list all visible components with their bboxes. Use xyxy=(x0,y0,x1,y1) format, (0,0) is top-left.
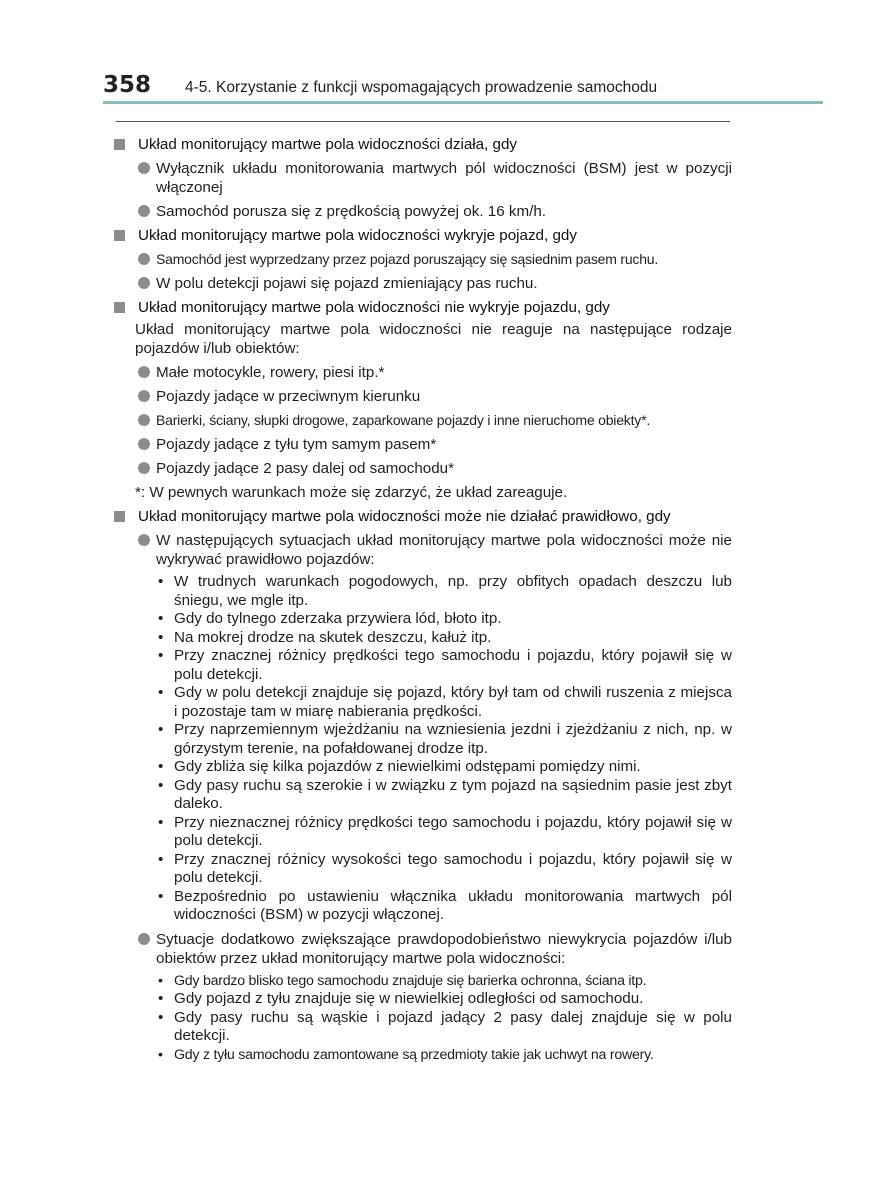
dot-bullet-icon: • xyxy=(158,573,164,590)
sub-list-item xyxy=(114,1009,732,1046)
list-item-text: Sytuacje dodatkowo zwiększające prawdopodobieństwo niewykrycia pojazdów i/lub obiektów przez układ monitorujący martwe pola widoczności: xyxy=(156,930,732,967)
dot-bullet-icon: • xyxy=(158,1008,164,1026)
section-title xyxy=(114,298,732,317)
circle-bullet-icon xyxy=(138,162,150,174)
section-title xyxy=(114,507,732,526)
section-bsm-not-detects xyxy=(114,298,732,502)
page-number: 358 xyxy=(103,72,152,98)
circle-bullet-icon xyxy=(138,390,150,402)
content-divider xyxy=(116,121,730,122)
list-item xyxy=(114,159,732,197)
list-item-text: Pojazdy jadące 2 pasy dalej od samochodu* xyxy=(156,460,455,477)
sub-list-item xyxy=(114,1046,732,1065)
list-item-text: Pojazdy jadące z tyłu tym samym pasem* xyxy=(156,436,437,453)
list-item xyxy=(114,274,732,293)
square-bullet-icon xyxy=(114,511,125,522)
section-intro: Układ monitorujący martwe pola widoczności nie reaguje na następujące rodzaje pojazdów i/lub obiektów: xyxy=(135,321,732,357)
circle-bullet-icon xyxy=(138,414,150,426)
circle-bullet-icon xyxy=(138,534,150,546)
sub-list-item-text: Gdy pojazd z tyłu znajduje się w niewielkiej odległości od samochodu. xyxy=(174,990,644,1007)
section-title xyxy=(114,135,732,154)
sub-list-item-text: Bezpośrednio po ustawieniu włącznika układu monitorowania martwych pól widoczności (BSM) w pozycji włączonej. xyxy=(174,887,732,923)
page-content xyxy=(114,130,732,1066)
list-item-text: Samochód jest wyprzedzany przez pojazd poruszający się sąsiednim pasem ruchu. xyxy=(156,251,659,267)
list-item-text: Małe motocykle, rowery, piesi itp.* xyxy=(156,364,385,381)
circle-bullet-icon xyxy=(138,253,150,265)
sub-list-item xyxy=(114,573,732,610)
section-bsm-may-malfunction xyxy=(114,507,732,1064)
circle-bullet-icon xyxy=(138,205,150,217)
sub-list-item-text: Przy znacznej różnicy prędkości tego samochodu i pojazdu, który pojawił się w polu detekcji. xyxy=(174,647,732,683)
dot-bullet-icon: • xyxy=(158,1046,163,1063)
dot-bullet-icon: • xyxy=(158,850,164,868)
list-item xyxy=(114,435,732,454)
list-item-text: Pojazdy jadące w przeciwnym kierunku xyxy=(156,388,421,405)
list-item-text: Samochód porusza się z prędkością powyżej ok. 16 km/h. xyxy=(156,203,547,220)
header-divider xyxy=(103,101,823,104)
dot-bullet-icon: • xyxy=(158,610,164,627)
sub-list-item-text: Przy znacznej różnicy wysokości tego samochodu i pojazdu, który pojawił się w polu detekcji. xyxy=(174,850,732,886)
list-item xyxy=(114,930,732,968)
section-title-text: Układ monitorujący martwe pola widoczności nie wykryje pojazdu, gdy xyxy=(138,299,610,316)
list-item-text: W następujących sytuacjach układ monitorujący martwe pola widoczności może nie wykrywać prawidłowo pojazdów: xyxy=(156,532,732,568)
dot-bullet-icon: • xyxy=(158,972,163,989)
sub-list-item-text: Gdy do tylnego zderzaka przywiera lód, błoto itp. xyxy=(174,610,502,627)
footnote: *: W pewnych warunkach może się zdarzyć, że układ zareaguje. xyxy=(135,484,568,501)
sub-list-item-text: Gdy zbliża się kilka pojazdów z niewielkimi odstępami pomiędzy nimi. xyxy=(174,758,641,775)
square-bullet-icon xyxy=(114,139,125,150)
sub-list-item xyxy=(114,629,732,648)
list-item xyxy=(114,459,732,478)
sub-list-item-text: Przy nieznacznej różnicy prędkości tego samochodu i pojazdu, który pojawił się w polu detekcji. xyxy=(174,813,732,849)
list-item xyxy=(114,202,732,221)
chapter-title: 4-5. Korzystanie z funkcji wspomagających prowadzenie samochodu xyxy=(185,79,658,96)
page-header xyxy=(103,72,823,104)
sub-list-item-text: Przy naprzemiennym wjeżdżaniu na wzniesienia jezdni i zjeżdżaniu z nich, np. w górzystym terenie, na pofałdowanej drodze itp. xyxy=(174,721,732,757)
list-item xyxy=(114,411,732,430)
circle-bullet-icon xyxy=(138,462,150,474)
section-title xyxy=(114,226,732,245)
sub-list-item-text: Gdy w polu detekcji znajduje się pojazd, który był tam od chwili ruszenia z miejsca i pozostaje tam w miarę nabierania prędkości. xyxy=(174,684,732,720)
dot-bullet-icon: • xyxy=(158,721,164,738)
sub-list-item xyxy=(114,777,732,814)
section-title-text: Układ monitorujący martwe pola widoczności wykryje pojazd, gdy xyxy=(138,227,577,244)
square-bullet-icon xyxy=(114,302,125,313)
circle-bullet-icon xyxy=(138,438,150,450)
sub-list-item xyxy=(114,990,732,1009)
sub-list xyxy=(114,573,732,925)
circle-bullet-icon xyxy=(138,277,150,289)
sub-list-item xyxy=(114,758,732,777)
sub-list-item-text: Gdy pasy ruchu są szerokie i w związku z tym pojazd na sąsiednim pasie jest zbyt daleko. xyxy=(174,776,732,812)
sub-list-item-text: Gdy z tyłu samochodu zamontowane są przedmioty takie jak uchwyt na rowery. xyxy=(174,1046,654,1063)
circle-bullet-icon xyxy=(138,933,150,945)
dot-bullet-icon: • xyxy=(158,628,164,646)
sub-list-item-text: Gdy pasy ruchu są wąskie i pojazd jadący 2 pasy dalej znajduje się w polu detekcji. xyxy=(174,1008,732,1044)
sub-list-item xyxy=(114,721,732,758)
dot-bullet-icon: • xyxy=(158,776,164,794)
dot-bullet-icon: • xyxy=(158,684,164,701)
dot-bullet-icon: • xyxy=(158,887,164,905)
dot-bullet-icon: • xyxy=(158,813,164,831)
sub-list-item xyxy=(114,814,732,851)
list-item-text: W polu detekcji pojawi się pojazd zmieniający pas ruchu. xyxy=(156,275,538,292)
sub-list-item-text: W trudnych warunkach pogodowych, np. przy obfitych opadach deszczu lub śniegu, we mgle itp. xyxy=(174,573,732,609)
list-item-text: Wyłącznik układu monitorowania martwych pól widoczności (BSM) jest w pozycji włączonej xyxy=(156,160,732,196)
dot-bullet-icon: • xyxy=(158,647,164,664)
sub-list-item xyxy=(114,851,732,888)
sub-list-item-text: Na mokrej drodze na skutek deszczu, kałuż itp. xyxy=(174,628,492,646)
sub-list-item xyxy=(114,610,732,629)
list-item xyxy=(114,531,732,569)
list-item xyxy=(114,250,732,269)
list-item xyxy=(114,387,732,406)
sub-list-item xyxy=(114,684,732,721)
sub-list-item xyxy=(114,972,732,991)
dot-bullet-icon: • xyxy=(158,758,164,775)
sub-list xyxy=(114,972,732,1065)
square-bullet-icon xyxy=(114,230,125,241)
section-title-text: Układ monitorujący martwe pola widoczności może nie działać prawidłowo, gdy xyxy=(138,508,671,525)
sub-list-item xyxy=(114,647,732,684)
dot-bullet-icon: • xyxy=(158,990,164,1007)
sub-list-item-text: Gdy bardzo blisko tego samochodu znajduje się barierka ochronna, ściana itp. xyxy=(174,972,647,989)
sub-list-item xyxy=(114,888,732,925)
circle-bullet-icon xyxy=(138,366,150,378)
list-item-text: Barierki, ściany, słupki drogowe, zaparkowane pojazdy i inne nieruchome obiekty*. xyxy=(156,412,651,428)
section-bsm-detects xyxy=(114,226,732,293)
section-bsm-operates xyxy=(114,135,732,221)
list-item xyxy=(114,363,732,382)
section-title-text: Układ monitorujący martwe pola widoczności działa, gdy xyxy=(138,136,518,153)
